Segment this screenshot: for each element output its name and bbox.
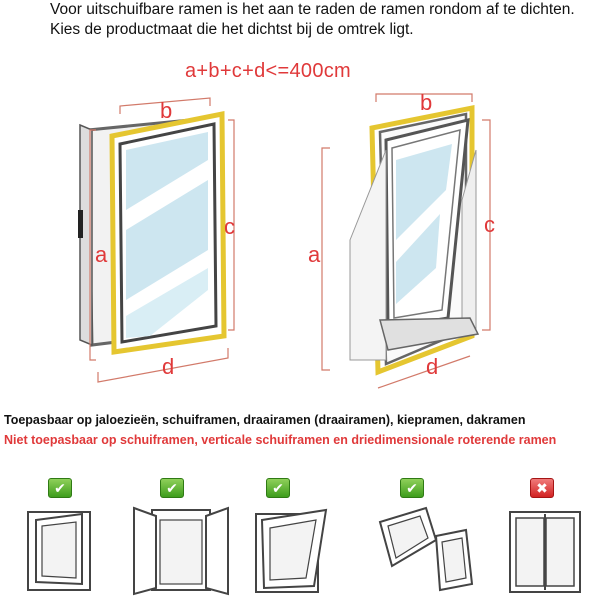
sliding-window-icon (510, 512, 580, 592)
check-icon: ✔ (400, 478, 424, 498)
tilt-window-icon (256, 510, 326, 592)
label-c-left: c (224, 214, 235, 239)
check-icon: ✔ (48, 478, 72, 498)
label-d-left: d (162, 354, 175, 379)
casement-window-icon (28, 512, 90, 590)
label-a-left: a (95, 242, 108, 267)
check-icon: ✔ (266, 478, 290, 498)
label-d-right: d (426, 354, 439, 379)
label-c-right: c (484, 212, 495, 237)
label-b-right: b (420, 90, 433, 115)
cross-icon: ✖ (530, 478, 554, 498)
applicable-note: Toepasbaar op jaloezieën, schuiframen, draairamen (draairamen), kiepramen, dakramen (4, 413, 526, 427)
size-formula: a+b+c+d<=400cm (185, 60, 351, 82)
roof-window-icon (380, 508, 472, 590)
label-a-right: a (308, 242, 321, 267)
left-window-diagram (78, 98, 235, 382)
double-casement-window-icon (134, 508, 228, 594)
intro-line-2: Kies de productmaat die het dichtst bij de omtrek ligt. (50, 21, 414, 38)
intro-line-1: Voor uitschuifbare ramen is het aan te raden de ramen rondom af te dichten. (50, 1, 575, 18)
check-icon: ✔ (160, 478, 184, 498)
right-window-diagram (308, 90, 495, 388)
not-applicable-note: Niet toepasbaar op schuiframen, verticale schuiframen en driedimensionale roterende ramen (4, 433, 557, 447)
label-b-left: b (160, 98, 173, 123)
